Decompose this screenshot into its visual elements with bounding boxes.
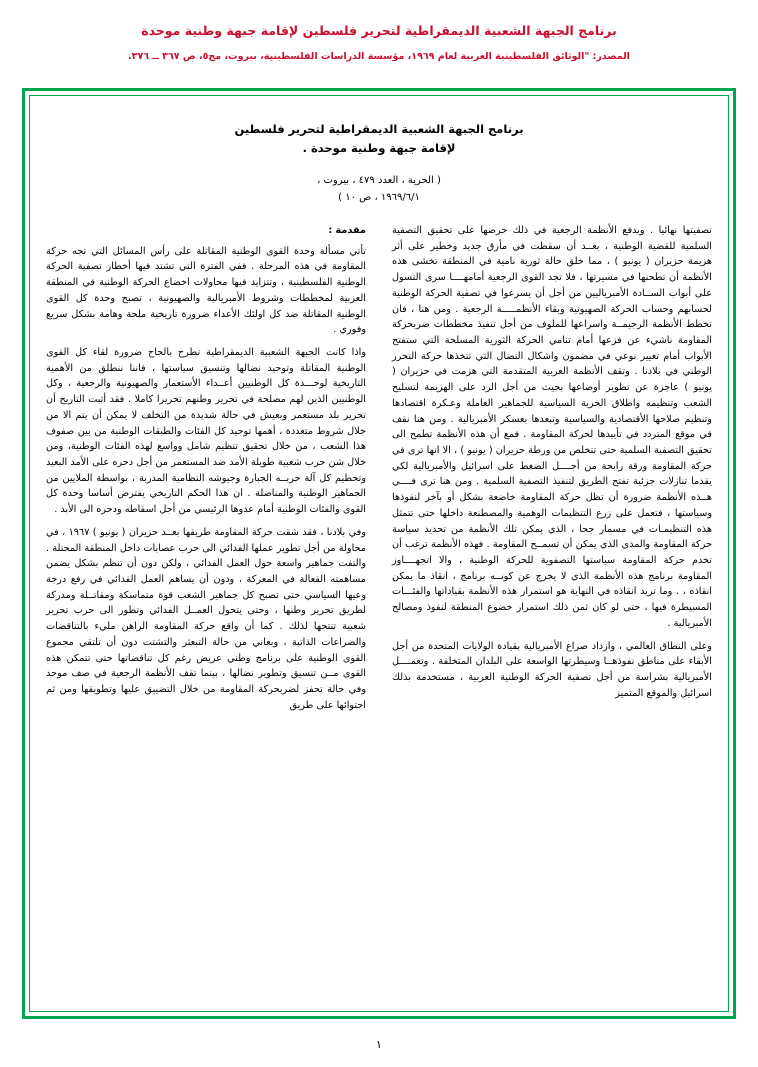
two-column-body xyxy=(46,223,712,721)
citation-line-1: ( الحرية ، العدد ٤٧٩ ، بيروت ، xyxy=(317,174,441,186)
column-right xyxy=(46,223,366,721)
article-title-line-2: لإقامة جبهة وطنية موحدة . xyxy=(302,140,456,155)
document-source-line: المصدر: "الوثائق الفلسطينية العربية لعام ١٩٦٩، مؤسسة الدراسات الفلسطينية، بيروت، مج٥، ص ٣٦٧ ــ ٣٧٦. xyxy=(128,50,630,62)
green-border-frame xyxy=(22,88,736,1019)
article-title xyxy=(46,120,712,158)
paragraph: واذا كانت الجبهة الشعبية الديمقراطية تطرح بالحاح ضرورة لقاء كل القوى الوطنية المقاتلة وتوحيد نضالها وتنسيق سياستها ، فاننا ننطلق من الأهمية التاريخية لوحـــدة كل الوطنيين أعــداء الأستعمار والصهيونية والرجعية ، وكل الوطنيين الذين لهم مصلحة في تحرير وطنهم تحريرا كاملا . فقد أثبت التاريخ أن تحرير بلد مستعمر وبعيش في حالة شديدة من التخلف لا يمكن أن يتم الا من خلال شروط متعددة ، أهمها توحيد كل الفئات والطبقات الوطنية من بين صفوف هذا الشعب ، من خلال تحقيق تنظيم شامل وواسع لهذه الفئات الوطنية، ومن خلال شن حرب شعبية طويلة الأمد ضد المستعمر من أجل دحره على الأمد البعيد وتحطيم كل آلة حربــه الجبارة وجيوشه النظامية المدربة ، بواسطة الملايين من الجماهير الوطنية والمناضلة . ان هذا الحكم التاريخي يفترض أساسا وحدة كل القوى والفئات الوطنية أمام عدوها الرئيسي من أجل اسقاطه ودحره الى الأبد . xyxy=(46,346,366,516)
paragraph: وعلى النطاق العالمي ، وازداد صراع الأمبريالية بقيادة الولايات المتحدة من أجل الأبقاء على مناطق نفوذهــا وسيطرتها الواسعة على البلدان المتخلفة . وتعمــــل الأمبريالية بشراسة من أجل تصفية الحركة الوطنية العربية ، مستخدمة بذلك اسرائيل والموقع المتميز xyxy=(392,640,712,699)
article-citation xyxy=(46,172,712,207)
document-main-title: برنامج الجبهة الشعبية الديمقراطية لتحرير فلسطين لإقامة جبهة وطنية موحدة xyxy=(141,23,617,38)
frame-content-area xyxy=(29,95,729,1012)
citation-line-2: ١٩٦٩/٦/١ ، ص ١٠ ) xyxy=(338,192,420,204)
column-left xyxy=(392,223,712,709)
document-header xyxy=(0,0,758,64)
paragraph: وفي بلادنا ، فقد شقت حركة المقاومة طريقها بعــد حزيران ( يونيو ) ١٩٦٧ ، في محاولة من أجل تطوير عملها الفدائي الى حرب عصابات داخل المنطقة المحتلة . والتفت جماهير واسعة حول العمل الفدائي ، ولكن دون أن تنظم بشكل يضمن مساهمته الفعالة في المعركة ، ودون أن يساهم العمل الفدائي في رفع درجة وعيها السياسي حتى تصبح كل جماهير الشعب قوة متماسكة ومقاتــلة ومدركة لطريق تحرير وطنها ، وحتى يتحول العمــل الفدائي وتطور الى حرب تحرير شعبية تنتجها لذلك . كما أن واقع حركة المقاومة الراهن مليء بالتناقضات والصراعات الذاتية ، وبعاني من حالة التبعثر والتشتت دون أن تلتقي مجموع القوى الوطنية على برنامج وطني عريض رغم كل تناقضاتها حتى تتمكن هذه القوى مــن تنسيق وتطوير نضالها ، بينما تقف الأنظمة الرجعية في صف موحد وفي حالة تحفز لضربحركة المقاومة من خلال التضييق عليها وتطويقها ومن ثم احتوائها على طريق xyxy=(46,526,366,711)
paragraph: تصفيتها نهائيا . ويدفع الأنظمة الرجعية في ذلك حرصها على تحقيق التصفية السلمية للقضية الوطنية ، بعــد أن سقطت في مأزق جديد وخطير على أثر هزيمة حزيران ( يونيو ) ، مما خلق حالة ثورية نامية في المنطقة تخشى هذه الأنظمة أن تطحنها في مسيرتها ، فلا تجد القوى الرجعية أمامهــــا سرى التسول على أبواب الســادة الأمبرياليين من أجل أن يسرعوا في تصفية الحركة الوطنية لحسابهم وحساب الحركة الصهيونية وبقاء الأنظمـــــة الرجعية . ومن هنا ، فان تخطط الأنظمة الرجيمــة واسراعها للملوف من أجل تنفيذ مخططات ضربحركة المقاومة ناشيء عن فزعها أمام تنامي الحركة الثورية المسلحة التي ستفتح الأبواب أمام تغيير نوعي في مضمون واشكال النضال التي تتخذها حركة التحرر الوطني في بلادنا . وتقف الأنظمة العربية المتقدمة التي هزمت في حزيران ( يونيو ) عاجزة عن تطوير أوضاعها بحيث من أجل الرد على الهزيمة لتسليح الشعب وتنظيمه واطلاق الحرية السياسية للجماهير العاملة وعـكرة اقتصادها وتنظيم صلاحها الأقتصادية والسياسية وتبعدها بعسكر الأمبريالية . ومن هنا نقف في موقع المتردد في تأييدها لحركة المقاومة . فمع أن هذه الأنظمة تطمح الى تحقيق التصفية السلمية حتى تتخلص من ورطة حزيران ( يونيو ) ، الا انها ترى في حركة المقاومة ورقة رابحة من أجــــل الضغط على اسرائيل والأمبريالية لكي يقدما تنازلات جزئية تفتح الطريق لتنفيذ التصفية السلمية . ومن هنا ترى فــــي هــذه الأنظمة ضرورة أن تظل حركة المقاومة خاضعة بشكل أو بآخر لنفوذها وسياستها ، فتعمل على زرع التنظيمات الوهمية والمصطنعة داخلها حتى تتمثل هذه التنظيمـات في مسمار جحا ، الذي يمكن تلك الأنظمة من تحديد سياسة حركة المقاومة والمدى الذي يمكن أن تسمــح المقاومة . فهذه الأنظمة ترغب أن تخدم حركة المقاومة سياستها التصفوية للحركة الوطنية ، والا اتجهــــاوز المقاومة برنامج هذه الأنظمة الذي لا يخرج عن كونــه برنامج ، انقاذ ما يمكن انقاذه ، . وما تريد انقاذه في النهاية هو استمرار هذه الأنظمة بقياداتها والفئـــات المسيطرة فيها ، حتى لو كان ثمن ذلك استمرار خضوع المنطقة لنفوذ ومصالح الأمبريالية . xyxy=(392,224,712,629)
paragraph: تأتي مسألة وحدة القوى الوطنية المقاتلة على رأس المسائل التي تجه حركة المقاومة في هذه المرحلة . ففي الفترة التي تشتد فيها أخطار تصفية الحركة الوطنية الفلسطينية ، وتتزايد فيها محاولات اخضاع الحركة الوطنية في المنطقة العربية لمخططات وشروط الأمبريالية والصهيونية ، تصبح وحدة كل القوى الوطنية المقاتلة ضد كل اولئك الأعداء ضرورة تاريخية ملحة وهامة بشكل سريع وفوري . xyxy=(46,245,366,336)
section-heading-introduction: مقدمة : xyxy=(328,224,366,236)
page-number: ١ xyxy=(376,1038,382,1051)
article-title-line-1: برنامج الجبهة الشعبية الديمقراطية لتحرير فلسطين xyxy=(234,122,524,136)
